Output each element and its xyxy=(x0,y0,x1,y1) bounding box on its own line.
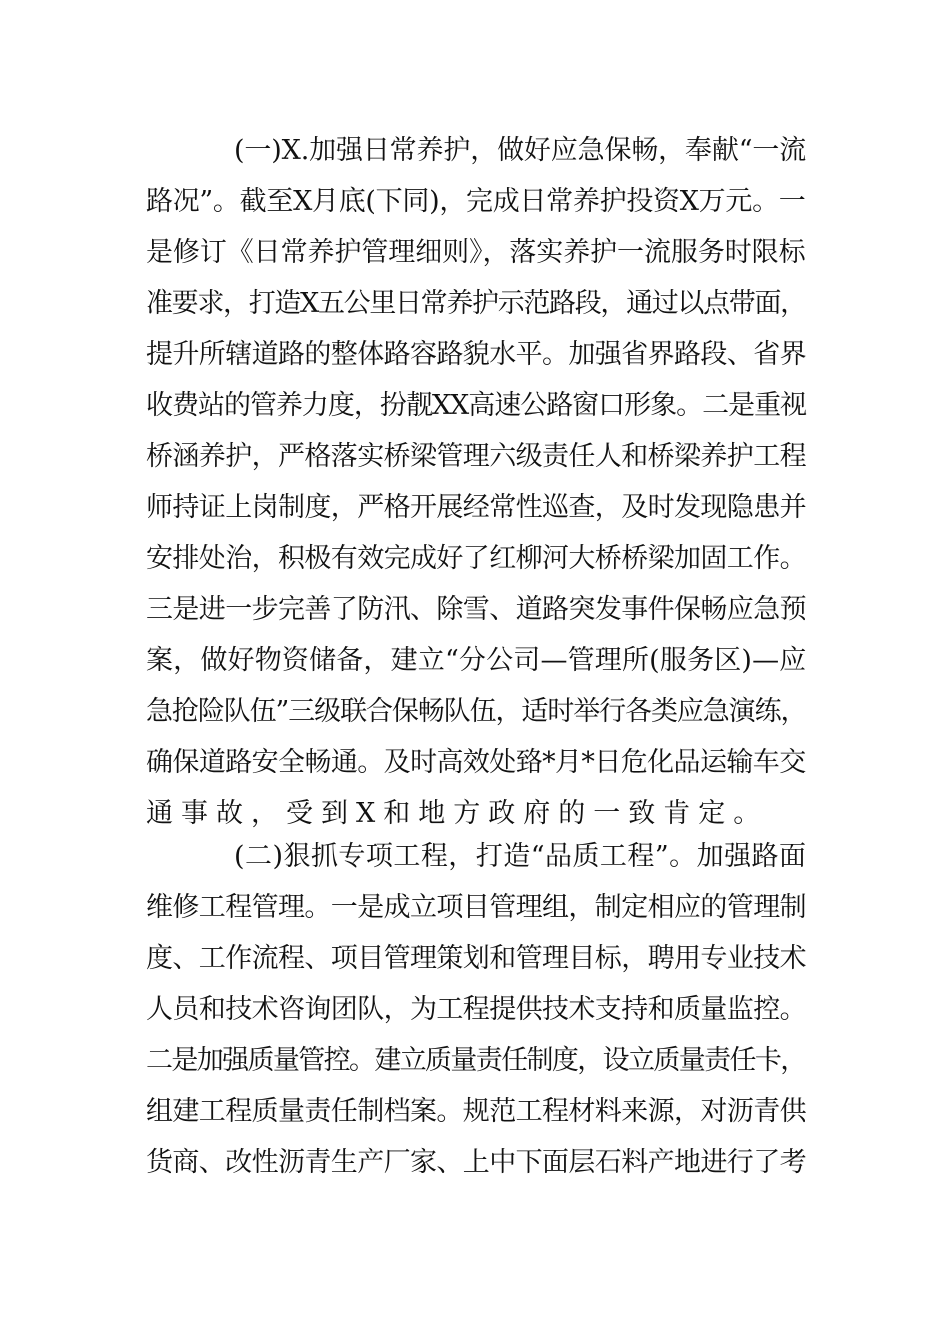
text-line: 安排处治，积极有效完成好了红柳河大桥桥梁加固工作。 xyxy=(146,543,806,574)
text-line: 通事故，受到X和地方政府的一致肯定。 xyxy=(146,798,769,829)
text-line: 货商、改性沥青生产厂家、上中下面层石料产地进行了考 xyxy=(146,1147,806,1178)
text-line: 桥涵养护，严格落实桥梁管理六级责任人和桥梁养护工程 xyxy=(146,441,806,472)
text-line: 维修工程管理。一是成立项目管理组，制定相应的管理制 xyxy=(146,892,806,923)
text-line: 路况”。截至X月底(下同)，完成日常养护投资X万元。一 xyxy=(146,186,806,217)
paragraph-2 xyxy=(146,831,806,1188)
text-line: 二是加强质量管控。建立质量责任制度，设立质量责任卡， xyxy=(146,1045,806,1076)
text-line: 三是进一步完善了防汛、除雪、道路突发事件保畅应急预 xyxy=(146,594,806,625)
text-line: (二)狠抓专项工程，打造“品质工程”。加强路面 xyxy=(234,841,807,872)
text-line: 确保道路安全畅通。及时高效处臵*月*日危化品运输车交 xyxy=(146,747,806,778)
text-line: (一)X.加强日常养护，做好应急保畅，奉献“一流 xyxy=(234,135,807,166)
text-line: 人员和技术咨询团队，为工程提供技术支持和质量监控。 xyxy=(146,994,806,1025)
paragraph-1 xyxy=(146,125,806,839)
text-line: 急抢险队伍”三级联合保畅队伍，适时举行各类应急演练， xyxy=(146,696,807,727)
text-line: 组建工程质量责任制档案。规范工程材料来源，对沥青供 xyxy=(146,1096,806,1127)
text-line: 师持证上岗制度，严格开展经常性巡查，及时发现隐患并 xyxy=(146,492,806,523)
text-line: 是修订《日常养护管理细则》，落实养护一流服务时限标 xyxy=(146,237,806,268)
text-line: 案，做好物资储备，建立“分公司—管理所(服务区)—应 xyxy=(146,645,807,676)
text-line: 提升所辖道路的整体路容路貌水平。加强省界路段、省界 xyxy=(146,339,806,370)
text-line: 收费站的管养力度，扮靓XX高速公路窗口形象。二是重视 xyxy=(146,390,807,421)
text-line: 度、工作流程、项目管理策划和管理目标，聘用专业技术 xyxy=(146,943,806,974)
text-line: 准要求，打造X五公里日常养护示范路段，通过以点带面， xyxy=(146,288,806,319)
